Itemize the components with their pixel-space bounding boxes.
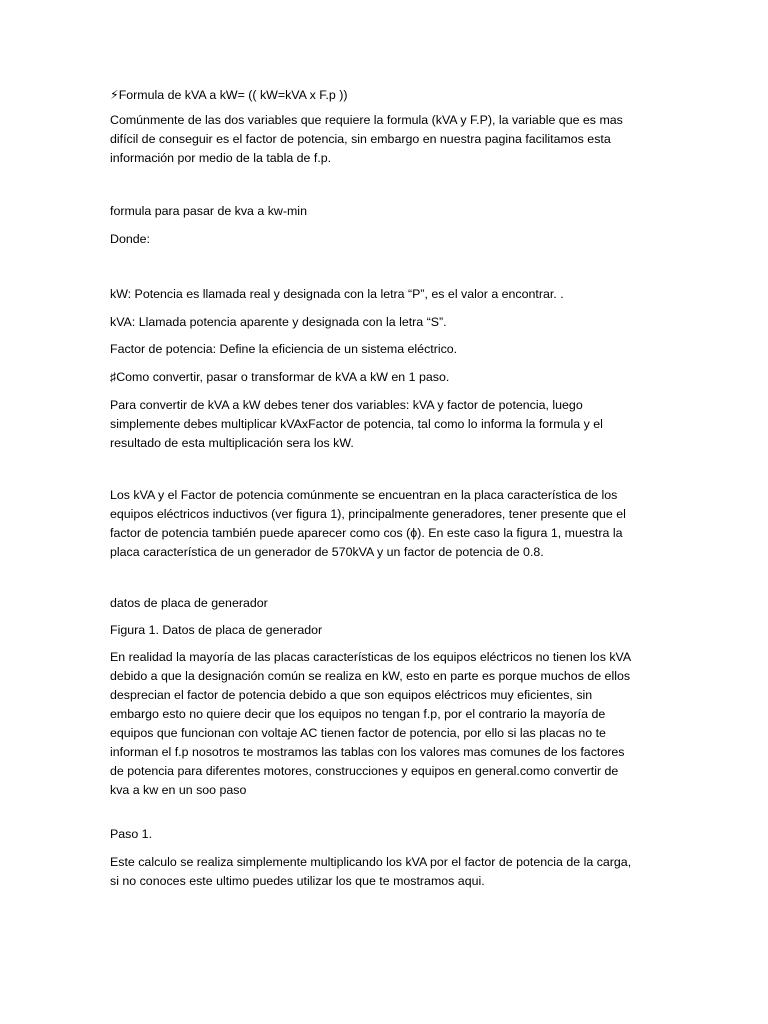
text-line: simplemente debes multiplicar kVAxFactor de potencia, tal como lo informa la formula y el: [110, 417, 603, 431]
formula-heading: [110, 86, 670, 105]
step-paragraph: [110, 853, 670, 891]
text-line: informan el f.p nosotros te mostramos las tablas con los valores mas comunes de los factores: [110, 745, 625, 759]
text-line: ♯Como convertir, pasar o transformar de kVA a kW en 1 paso.: [110, 370, 450, 384]
text-line: formula para pasar de kva a kw-min: [110, 204, 307, 218]
reality-paragraph: [110, 648, 670, 800]
step-heading: [110, 825, 670, 844]
text-line: En realidad la mayoría de las placas características de los equipos eléctricos no tienen los kVA: [110, 650, 632, 664]
intro-paragraph: [110, 111, 670, 168]
text-line: Comúnmente de las dos variables que requiere la formula (kVA y F.P), la variable que es mas: [110, 113, 623, 127]
text-line: equipos eléctricos inductivos (ver figura 1), principalmente generadores, tener presente que el: [110, 507, 626, 521]
text-line: Figura 1. Datos de placa de generador: [110, 623, 323, 637]
text-line: equipos que funcionan con voltaje AC tienen factor de potencia, por ello si las placas no te: [110, 726, 606, 740]
text-line: ⚡Formula de kVA a kW= (( kW=kVA x F.p )): [110, 88, 348, 102]
text-line: si no conoces este ultimo puedes utilizar los que te mostramos aqui.: [110, 874, 485, 888]
text-line: Los kVA y el Factor de potencia comúnmente se encuentran en la placa característica de los: [110, 488, 618, 502]
text-line: embargo esto no quiere decir que los equipos no tengan f.p, por el contrario la mayoría de: [110, 707, 606, 721]
where-label: [110, 230, 670, 249]
text-line: debido a que la designación común se realiza en kW, esto en parte es porque muchos de ellos: [110, 669, 631, 683]
text-line: Donde:: [110, 232, 150, 246]
conversion-heading: [110, 368, 670, 387]
formula-caption: [110, 202, 670, 221]
text-line: placa característica de un generador de 570kVA y un factor de potencia de 0.8.: [110, 545, 544, 559]
conversion-paragraph: [110, 396, 670, 453]
text-line: resultado de esta multiplicación sera los kW.: [110, 436, 354, 450]
text-line: Paso 1.: [110, 827, 153, 841]
power-factor-definition: [110, 340, 670, 359]
text-line: kVA: Llamada potencia aparente y designada con la letra “S”.: [110, 315, 447, 329]
text-line: factor de potencia también puede aparecer como cos (ϕ). En este caso la figura 1, muestra la: [110, 526, 623, 540]
text-line: kW: Potencia es llamada real y designada con la letra “P”, es el valor a encontrar. .: [110, 287, 564, 301]
text-line: kva a kw en un soo paso: [110, 783, 247, 797]
text-line: difícil de conseguir es el factor de potencia, sin embargo en nuestra pagina facilitamos esta: [110, 132, 611, 146]
nameplate-paragraph: [110, 486, 670, 562]
text-line: desprecian el factor de potencia debido a que son equipos eléctricos muy eficientes, sin: [110, 688, 593, 702]
kw-definition: [110, 285, 670, 304]
text-line: de potencia para diferentes motores, construcciones y equipos en general.como convertir de: [110, 764, 619, 778]
kva-definition: [110, 313, 670, 332]
text-line: Factor de potencia: Define la eficiencia de un sistema eléctrico.: [110, 342, 458, 356]
image-alt-text: [110, 594, 670, 613]
figure-caption: [110, 621, 670, 640]
text-line: Para convertir de kVA a kW debes tener dos variables: kVA y factor de potencia, luego: [110, 398, 583, 412]
text-line: datos de placa de generador: [110, 596, 268, 610]
text-line: Este calculo se realiza simplemente multiplicando los kVA por el factor de potencia de la carga,: [110, 855, 632, 869]
text-line: información por medio de la tabla de f.p.: [110, 151, 332, 165]
